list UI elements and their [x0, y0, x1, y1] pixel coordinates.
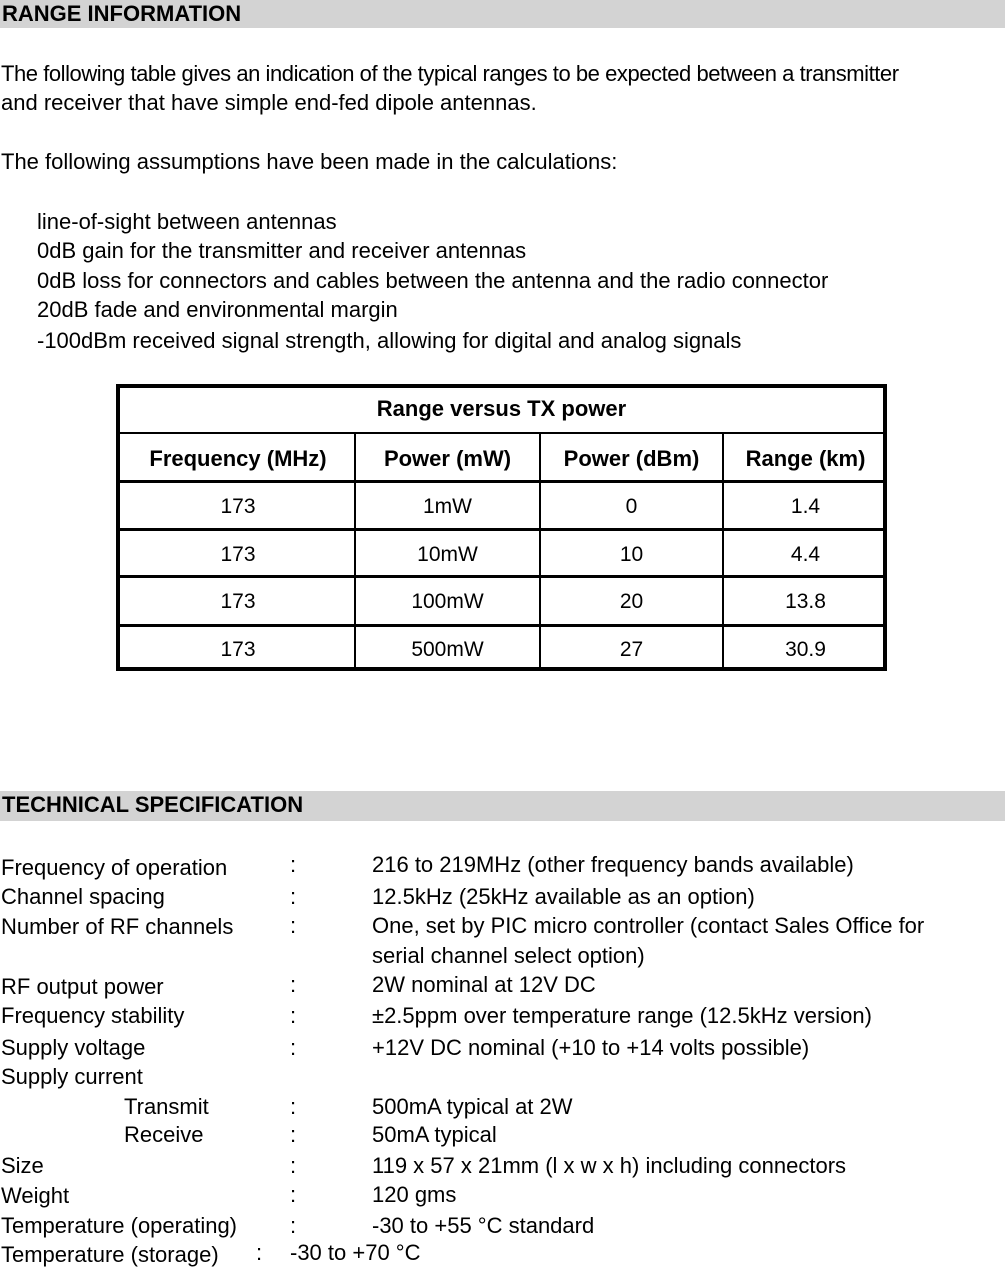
- spec-value-receive: 50mA typical: [372, 1122, 497, 1147]
- spec-label-supply-current: Supply current: [1, 1064, 143, 1089]
- spec-colon: :: [290, 1153, 297, 1178]
- spec-colon: :: [290, 1182, 297, 1207]
- spec-label-rf-output-power: RF output power: [1, 974, 164, 999]
- spec-label-transmit: Transmit: [124, 1094, 209, 1119]
- spec-label-frequency-stability: Frequency stability: [1, 1003, 185, 1028]
- spec-colon: :: [290, 972, 297, 997]
- technical-specification-heading-bar: [0, 791, 1005, 821]
- spec-value-channel-spacing: 12.5kHz (25kHz available as an option): [372, 884, 755, 909]
- table-cell: 1mW: [423, 495, 472, 518]
- assumption-item: 20dB fade and environmental margin: [37, 297, 398, 322]
- spec-label-weight: Weight: [1, 1183, 70, 1208]
- table-divider: [120, 432, 883, 434]
- column-header-range: Range (km): [745, 446, 866, 471]
- spec-value-temperature-operating: -30 to +55 °C standard: [372, 1213, 595, 1238]
- column-header-frequency: Frequency (MHz): [149, 446, 327, 471]
- table-cell: 173: [220, 495, 256, 518]
- spec-label-temperature-operating: Temperature (operating): [1, 1213, 238, 1238]
- intro-line-1: The following table gives an indication of the typical ranges to be expected between a transmitter: [1, 61, 899, 86]
- range-information-heading: RANGE INFORMATION: [2, 1, 242, 26]
- table-cell: 173: [220, 638, 256, 661]
- spec-value-temperature-storage: -30 to +70 °C: [290, 1240, 421, 1265]
- spec-colon: :: [290, 852, 297, 877]
- column-header-power-mw: Power (mW): [383, 446, 512, 471]
- spec-colon: :: [290, 1122, 297, 1147]
- spec-value-frequency-stability: ±2.5ppm over temperature range (12.5kHz version): [372, 1003, 872, 1028]
- table-cell: 173: [220, 590, 256, 613]
- table-divider: [120, 528, 883, 531]
- spec-value-rf-channels-line-2: serial channel select option): [372, 943, 645, 968]
- assumptions-intro: The following assumptions have been made in the calculations:: [1, 149, 618, 174]
- intro-line-2: and receiver that have simple end-fed dipole antennas.: [1, 90, 537, 115]
- assumption-item: -100dBm received signal strength, allowing for digital and analog signals: [37, 328, 742, 353]
- technical-specification-heading: TECHNICAL SPECIFICATION: [2, 792, 304, 817]
- spec-colon: :: [290, 884, 297, 909]
- spec-label-size: Size: [1, 1153, 44, 1178]
- spec-label-receive: Receive: [124, 1122, 204, 1147]
- spec-value-frequency-of-operation: 216 to 219MHz (other frequency bands available): [372, 852, 854, 877]
- assumption-item: line-of-sight between antennas: [37, 209, 337, 234]
- spec-label-channel-spacing: Channel spacing: [1, 884, 165, 909]
- table-cell: 500mW: [411, 638, 484, 661]
- table-cell: 30.9: [785, 638, 826, 661]
- table-divider: [120, 624, 883, 627]
- spec-value-weight: 120 gms: [372, 1182, 457, 1207]
- table-cell: 173: [220, 543, 256, 566]
- assumption-item: 0dB loss for connectors and cables between the antenna and the radio connector: [37, 268, 829, 293]
- spec-value-rf-channels-line-1: One, set by PIC micro controller (contact Sales Office for: [372, 913, 925, 938]
- table-cell: 10: [619, 543, 644, 566]
- spec-colon: :: [290, 1003, 297, 1028]
- range-versus-tx-power-table: [116, 384, 887, 671]
- table-cell: 20: [619, 590, 644, 613]
- table-divider: [120, 480, 883, 483]
- spec-label-rf-channels: Number of RF channels: [1, 914, 234, 939]
- table-cell: 100mW: [411, 590, 484, 613]
- assumption-item: 0dB gain for the transmitter and receiver antennas: [37, 238, 527, 263]
- table-cell: 27: [619, 638, 644, 661]
- table-cell: 10mW: [417, 543, 478, 566]
- spec-value-rf-output-power: 2W nominal at 12V DC: [372, 972, 596, 997]
- column-header-power-dbm: Power (dBm): [563, 446, 700, 471]
- spec-colon: :: [256, 1240, 263, 1265]
- table-title: Range versus TX power: [376, 396, 627, 421]
- table-cell: 1.4: [790, 495, 821, 518]
- spec-label-temperature-storage: Temperature (storage): [1, 1242, 219, 1267]
- table-cell: 13.8: [785, 590, 826, 613]
- table-cell: 4.4: [790, 543, 821, 566]
- spec-label-frequency-of-operation: Frequency of operation: [1, 855, 228, 880]
- spec-colon: :: [290, 1213, 297, 1238]
- spec-value-size: 119 x 57 x 21mm (l x w x h) including connectors: [372, 1153, 847, 1178]
- table-divider: [120, 575, 883, 578]
- range-information-heading-bar: [0, 0, 1005, 28]
- spec-colon: :: [290, 913, 297, 938]
- spec-colon: :: [290, 1035, 297, 1060]
- spec-label-supply-voltage: Supply voltage: [1, 1035, 146, 1060]
- spec-colon: :: [290, 1094, 297, 1119]
- spec-value-transmit: 500mA typical at 2W: [372, 1094, 573, 1119]
- table-cell: 0: [625, 495, 638, 518]
- spec-value-supply-voltage: +12V DC nominal (+10 to +14 volts possible): [372, 1035, 810, 1060]
